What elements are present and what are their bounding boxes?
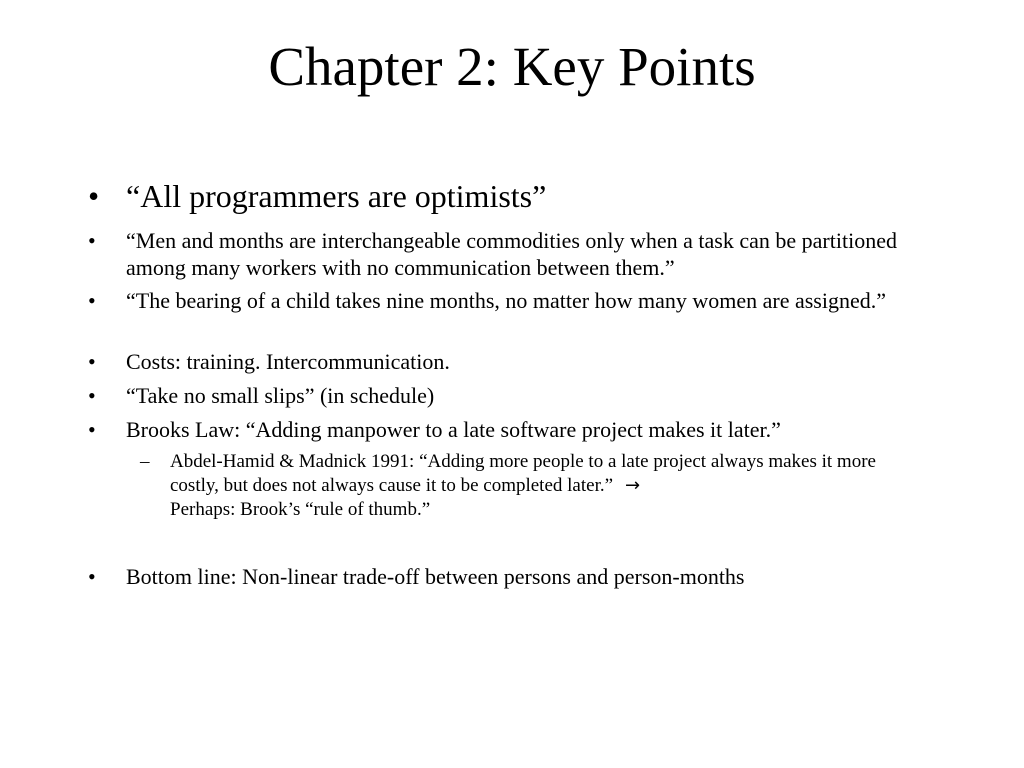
bullet-marker: • <box>88 417 96 442</box>
sub-bullet-text-tail: Perhaps: Brook’s “rule of thumb.” <box>170 499 431 520</box>
bullet-text: Brooks Law: “Adding manpower to a late software project makes it later.” <box>126 417 781 442</box>
bullet-text: “All programmers are optimists” <box>126 178 547 214</box>
arrow-right-icon: → <box>625 475 641 496</box>
slide-title: Chapter 2: Key Points <box>268 36 756 97</box>
bullet-text: “Men and months are interchangeable commodities only when a task can be partitioned among many workers with no communication between them.” <box>126 228 897 280</box>
sub-bullet-text <box>170 450 890 522</box>
bullet-text: “The bearing of a child takes nine months, no matter how many women are assigned.” <box>126 288 886 313</box>
bullet-marker: • <box>88 228 96 253</box>
bullet-text: Costs: training. Intercommunication. <box>126 349 450 374</box>
sub-bullet-marker: – <box>140 451 150 472</box>
bullet-text: Bottom line: Non-linear trade-off between persons and person-months <box>126 564 745 589</box>
bullet-marker: • <box>88 564 96 589</box>
bullet-marker: • <box>88 288 96 313</box>
sub-bullet-text-main: Abdel-Hamid & Madnick 1991: “Adding more people to a late project always makes it more costly, but does not always cause it to be completed later.” <box>170 451 876 496</box>
bullet-marker: • <box>88 178 100 214</box>
bullet-marker: • <box>88 349 96 374</box>
bullet-text: “Take no small slips” (in schedule) <box>126 383 435 408</box>
bullet-marker: • <box>88 383 96 408</box>
